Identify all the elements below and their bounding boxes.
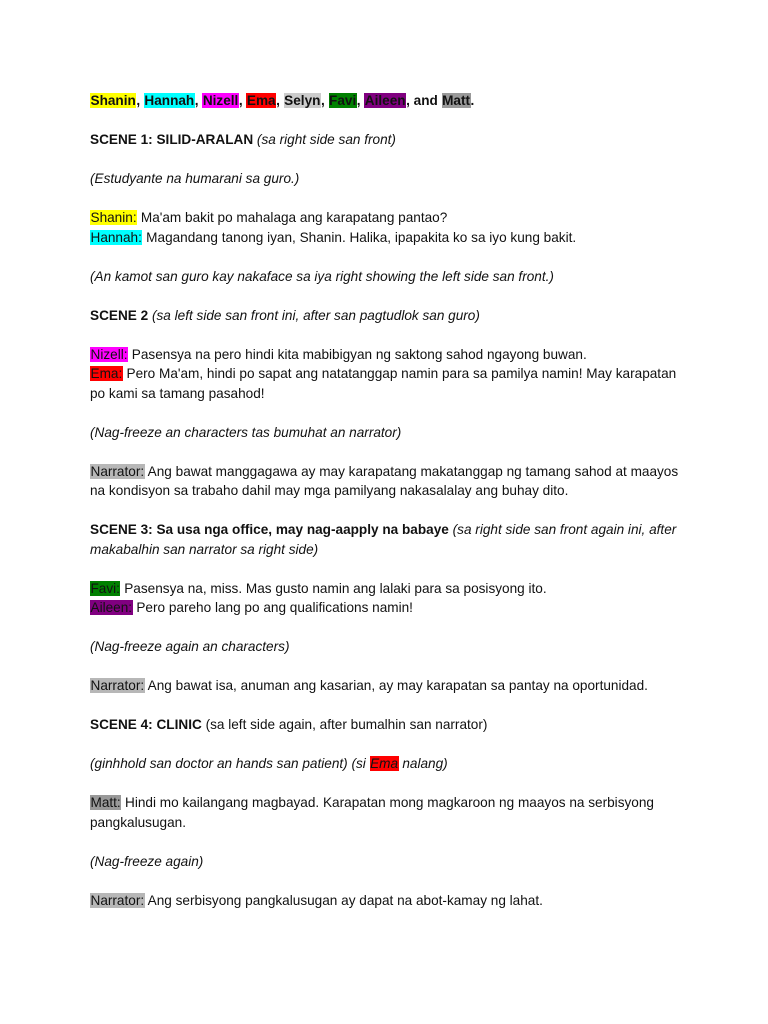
scene3-direction: (Nag-freeze again an characters) [90, 639, 290, 654]
cast-matt: Matt [442, 93, 471, 108]
script-document [90, 91, 690, 930]
cast-separator: , [194, 93, 203, 108]
cast-nizell: Nizell [202, 93, 239, 108]
speaker-narrator: Narrator: [90, 463, 145, 479]
scene4-narrator-line [90, 891, 690, 911]
scene4-line1 [90, 793, 690, 832]
speaker-narrator: Narrator: [90, 892, 145, 908]
scene2-narrator-line [90, 462, 690, 501]
scene1-heading: SCENE 1: SILID-ARALAN [90, 132, 257, 147]
speaker-aileen: Aileen: [90, 600, 133, 615]
dialogue-text: Ang bawat manggagawa ay may karapatang makatanggap ng tamang sahod at maayos na kondisyon sa trabaho dahil may mga pamilyang nakasalalay ang buhay dito. [90, 463, 679, 498]
scene4-direction-post: nalang) [398, 756, 448, 771]
scene3-line1 [90, 579, 690, 599]
dialogue-text: Hindi mo kailangang magbayad. Karapatan mong magkaroon ng maayos na serbisyong pangkalusugan. [90, 795, 654, 830]
dialogue-text: Pero Ma'am, hindi po sapat ang natatanggap namin para sa pamilya namin! May karapatan po kami sa tamang pasahod! [90, 366, 677, 401]
scene2-direction: (Nag-freeze an characters tas bumuhat an narrator) [90, 424, 402, 440]
cast-separator: , [320, 93, 329, 108]
scene2-heading: SCENE 2 [90, 307, 152, 323]
scene4-heading-line [90, 715, 690, 735]
dialogue-text: Pero pareho lang po ang qualifications namin! [132, 600, 413, 615]
scene2-line1 [90, 345, 690, 365]
scene4-heading: SCENE 4: CLINIC [90, 717, 206, 732]
scene3-heading-line [90, 520, 690, 559]
cast-favi: Favi [329, 93, 357, 108]
dialogue-text: Magandang tanong iyan, Shanin. Halika, ipapakita ko sa iyo kung bakit. [142, 229, 577, 245]
cast-shanin: Shanin [90, 93, 136, 108]
scene4-direction2: (Nag-freeze again) [90, 853, 204, 869]
scene1-note: (sa right side san front) [256, 132, 396, 147]
dialogue-text: Pasensya na pero hindi kita mabibigyan ng saktong sahod ngayong buwan. [128, 346, 587, 362]
dialogue-text: Ang serbisyong pangkalusugan ay dapat na abot-kamay ng lahat. [144, 892, 543, 908]
speaker-shanin: Shanin: [90, 210, 137, 225]
dialogue-text: Ma'am bakit po mahalaga ang karapatang pantao? [137, 210, 448, 225]
cast-separator: , [356, 93, 365, 108]
dialogue-text: Pasensya na, miss. Mas gusto namin ang lalaki para sa posisyong ito. [120, 580, 547, 596]
cast-ema: Ema [246, 93, 276, 108]
cast-separator: , [136, 93, 144, 108]
dialogue-text: Ang bawat isa, anuman ang kasarian, ay may karapatan sa pantay na oportunidad. [144, 678, 648, 693]
scene2-heading-line [90, 306, 690, 326]
cast-hannah: Hannah [144, 93, 195, 108]
scene1-heading-line [90, 130, 690, 150]
speaker-narrator: Narrator: [90, 678, 145, 693]
scene4-direction-pre: (ginhhold san doctor an hands san patient) (si [90, 756, 370, 771]
speaker-ema: Ema: [90, 366, 123, 381]
scene3-narrator-line [90, 676, 690, 696]
cast-aileen: Aileen [364, 93, 406, 108]
scene4-direction-name: Ema [370, 756, 399, 771]
speaker-favi: Favi: [90, 580, 120, 596]
scene2-line2 [90, 364, 690, 403]
cast-and: , and [406, 93, 442, 108]
scene1-direction: (Estudyante na humarani sa guro.) [90, 171, 300, 186]
cast-separator: , [276, 93, 284, 108]
speaker-matt: Matt: [90, 795, 121, 810]
speaker-nizell: Nizell: [90, 346, 128, 362]
cast-selyn: Selyn [284, 93, 321, 108]
cast-end: . [470, 93, 475, 108]
cast-list [90, 91, 690, 111]
scene4-note: (sa left side again, after bumalhin san narrator) [205, 717, 488, 732]
scene2-note: (sa left side san front ini, after san pagtudlok san guro) [151, 307, 480, 323]
scene3-note: (sa right side san front again ini, after makabalhin san narrator sa right side) [90, 522, 677, 557]
scene1-direction2: (An kamot san guro kay nakaface sa iya right showing the left side san front.) [90, 268, 554, 284]
scene3-line2 [90, 598, 690, 618]
scene1-line2 [90, 228, 690, 248]
scene1-line1 [90, 208, 690, 228]
cast-separator: , [238, 93, 247, 108]
scene3-heading: SCENE 3: Sa usa nga office, may nag-aapply na babaye [90, 522, 453, 537]
speaker-hannah: Hannah: [90, 229, 142, 245]
scene4-direction [90, 754, 690, 774]
